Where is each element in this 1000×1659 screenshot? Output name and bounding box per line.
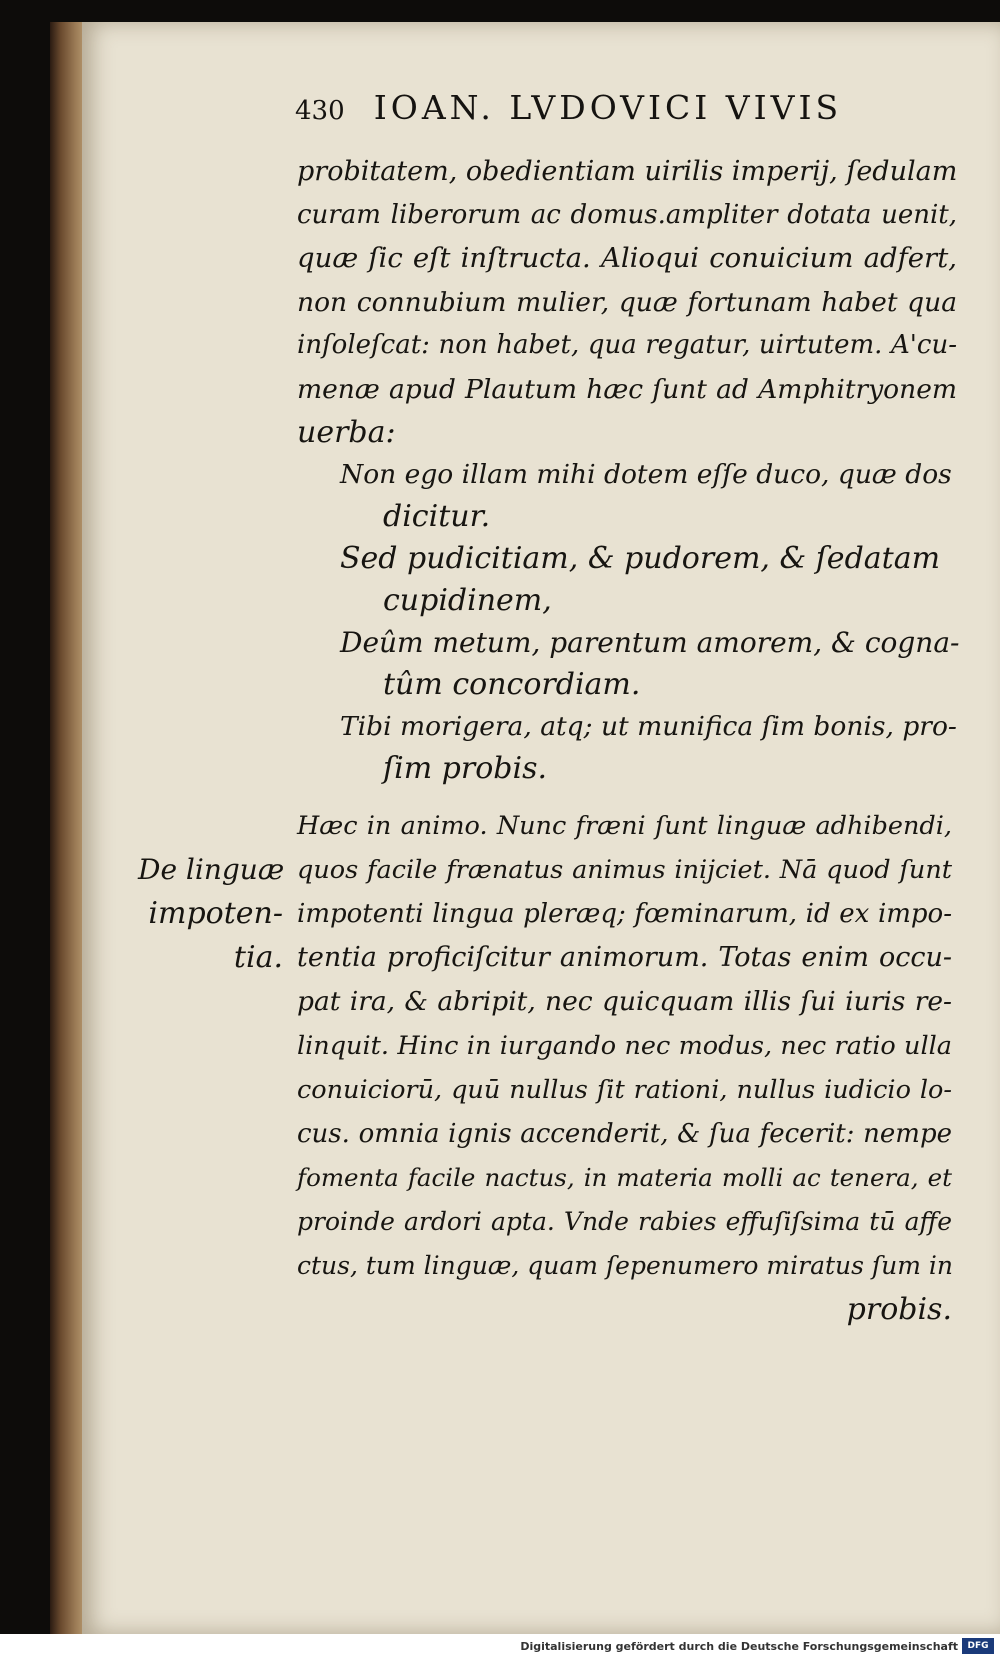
verse-line-continuation: ſim probis. bbox=[383, 751, 548, 786]
text-line: Hæc in animo. Nunc fræni ſunt linguæ adhibendi, bbox=[297, 811, 952, 841]
body-text-opening bbox=[297, 150, 957, 455]
text-line: linquit. Hinc in iurgando nec modus, nec ratio ulla bbox=[297, 1031, 952, 1061]
text-line: tentia proficiſcitur animorum. Totas enim occu- bbox=[297, 942, 952, 973]
marginal-note bbox=[138, 848, 283, 980]
text-line: menæ apud Plautum hæc ſunt ad Amphitryonem bbox=[297, 373, 957, 405]
verse-line: Sed pudicitiam, & pudorem, & ſedatam bbox=[340, 541, 941, 576]
text-line: cus. omnia ignis accenderit, & ſua fecerit: nempe bbox=[297, 1119, 952, 1149]
page-number: 430 bbox=[295, 96, 345, 126]
text-line-final: probis. bbox=[846, 1292, 952, 1327]
marginal-note-line: De linguæ bbox=[138, 853, 285, 886]
digitization-credit: Digitalisierung gefördert durch die Deutsche Forschungsgemeinschaft bbox=[520, 1640, 958, 1653]
page-header bbox=[295, 88, 955, 127]
marginal-note-line: tia. bbox=[233, 940, 283, 975]
verse-line: Deûm metum, parentum amorem, & cogna- bbox=[340, 626, 960, 659]
book-fore-edge bbox=[50, 22, 86, 1634]
text-line: conuiciorū, quū nullus ſit rationi, nullus iudicio lo- bbox=[297, 1075, 952, 1105]
dfg-logo-icon: DFG bbox=[962, 1638, 994, 1654]
text-line: proinde ardori apta. Vnde rabies effuſiſsima tū affe bbox=[297, 1207, 952, 1236]
body-text-continuation bbox=[297, 804, 952, 1332]
text-line: curam liberorum ac domus.ampliter dotata uenit, bbox=[297, 199, 957, 230]
text-line: impotenti lingua pleræq; fœminarum, id ex impo- bbox=[297, 899, 952, 929]
verse-line: Tibi morigera, atq; ut munifica ſim bonis, pro- bbox=[340, 711, 957, 742]
running-head: IOAN. LVDOVICI VIVIS bbox=[373, 88, 843, 127]
text-line: quos facile frænatus animus inijciet. Nā quod ſunt bbox=[297, 855, 952, 885]
text-line: uerba: bbox=[297, 415, 396, 450]
text-line: pat ira, & abripit, nec quicquam illis ſui iuris re- bbox=[297, 986, 952, 1017]
text-line: ctus, tum linguæ, quam ſepenumero miratus ſum in bbox=[297, 1251, 954, 1280]
marginal-note-line: impoten- bbox=[148, 896, 283, 931]
verse-line-continuation: cupidinem, bbox=[383, 583, 552, 618]
text-line: fomenta facile nactus, in materia molli ac tenera, et bbox=[297, 1163, 952, 1192]
verse-quotation bbox=[340, 454, 960, 790]
verse-line-continuation: tûm concordiam. bbox=[383, 667, 641, 702]
verse-line-continuation: dicitur. bbox=[383, 499, 491, 534]
text-line: quæ ſic eſt inſtructa. Alioqui conuicium adfert, bbox=[297, 242, 957, 274]
verse-line: Non ego illam mihi dotem eſſe duco, quæ dos bbox=[340, 459, 952, 490]
text-line: inſoleſcat: non habet, qua regatur, uirtutem. A'cu- bbox=[297, 330, 957, 360]
text-line: non connubium mulier, quæ fortunam habet qua bbox=[297, 286, 957, 318]
text-line: probitatem, obedientiam uirilis imperij, ſedulam bbox=[297, 156, 958, 187]
